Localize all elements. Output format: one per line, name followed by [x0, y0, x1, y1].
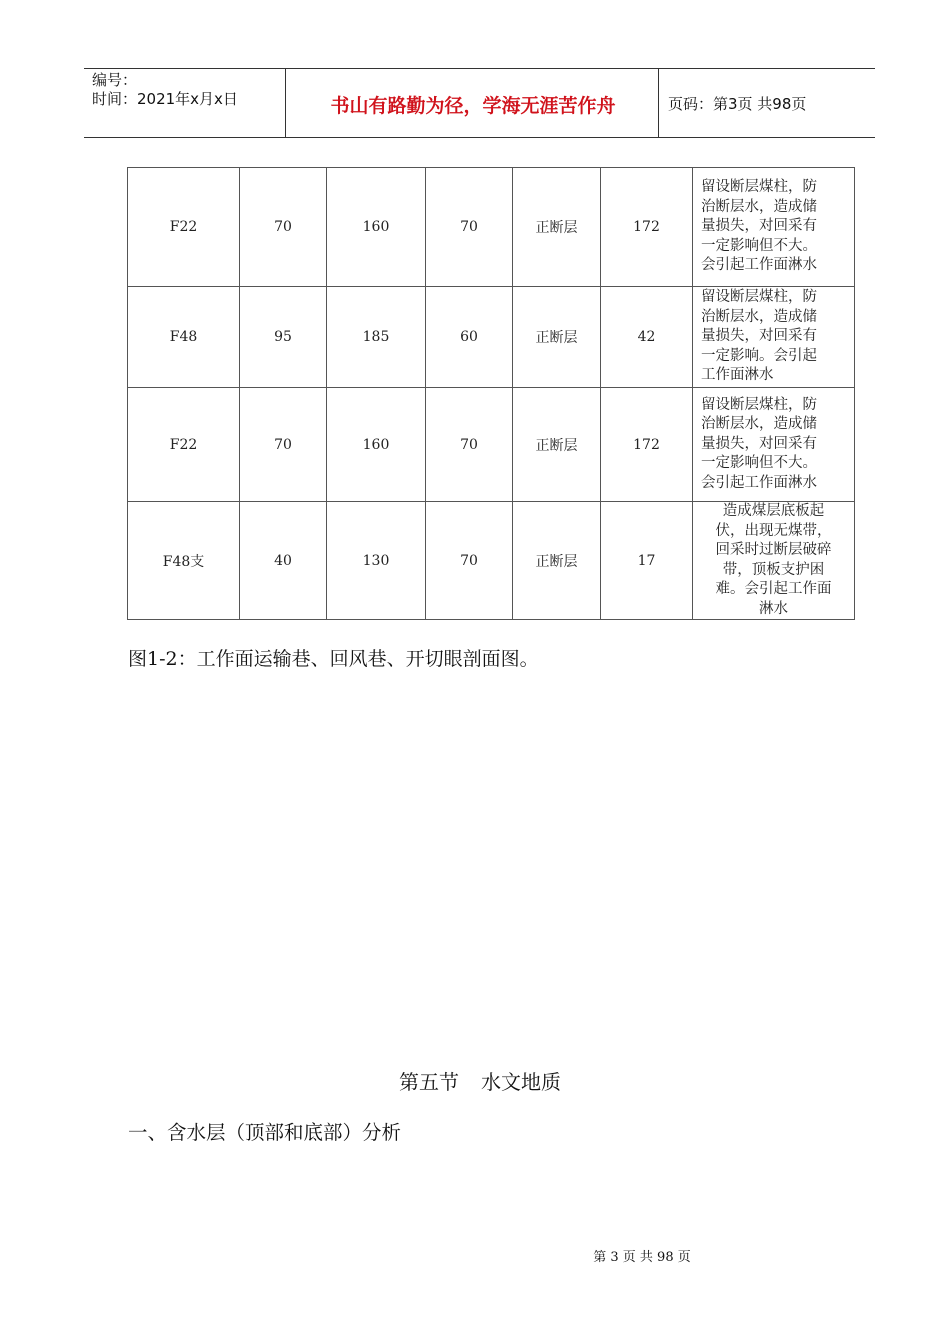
value-cell: 160 [327, 388, 426, 502]
note-line: 带，顶板支护困 [722, 561, 825, 578]
table-row [128, 287, 855, 388]
fault-table [127, 167, 855, 620]
value-cell: 70 [240, 388, 327, 502]
note-line: 量损失，对回采有 [701, 435, 817, 452]
table-row [128, 502, 855, 620]
fault-type-cell: 正断层 [513, 168, 601, 287]
note-line: 留设断层煤柱，防 [701, 289, 817, 306]
value-cell: 70 [426, 168, 513, 287]
header-page-label: 页码：第3页 共98页 [668, 95, 807, 113]
fault-type-cell: 正断层 [513, 388, 601, 502]
value-cell: 70 [426, 388, 513, 502]
fault-name-cell: F48支 [128, 502, 240, 620]
impact-note-cell [693, 502, 855, 620]
note-line: 造成煤层底板起 [722, 503, 825, 519]
header-meta [92, 71, 238, 109]
fault-type-cell: 正断层 [513, 287, 601, 388]
note-line: 留设断层煤柱，防 [701, 396, 817, 413]
note-line: 治断层水，造成储 [701, 198, 817, 215]
note-line: 工作面淋水 [701, 367, 774, 384]
note-line: 留设断层煤柱，防 [701, 179, 817, 196]
value-cell: 17 [601, 502, 693, 620]
value-cell: 70 [426, 502, 513, 620]
note-line: 治断层水，造成储 [701, 416, 817, 433]
note-line: 一定影响。会引起 [701, 347, 817, 364]
section-name: 水文地质 [481, 1070, 561, 1094]
section-title [0, 1066, 950, 1095]
note-line: 量损失，对回采有 [701, 218, 817, 235]
value-cell: 130 [327, 502, 426, 620]
note-line: 会引起工作面淋水 [701, 257, 817, 274]
fault-name-cell: F22 [128, 168, 240, 287]
value-cell: 172 [601, 168, 693, 287]
note-line: 一定影响但不大。 [701, 237, 817, 254]
fault-name-cell: F22 [128, 388, 240, 502]
note-line: 伏，出现无煤带， [715, 522, 832, 539]
value-cell: 160 [327, 168, 426, 287]
value-cell: 172 [601, 388, 693, 502]
header-motto: 书山有路勤为径，学海无涯苦作舟 [330, 95, 616, 117]
section-number: 第五节 [399, 1070, 459, 1094]
note-line: 一定影响但不大。 [701, 455, 817, 472]
page-footer: 第 3 页 共 98 页 [593, 1250, 691, 1265]
value-cell: 185 [327, 287, 426, 388]
table-row [128, 388, 855, 502]
value-cell: 70 [240, 168, 327, 287]
figure-caption: 图1-2：工作面运输巷、回风巷、开切眼剖面图。 [128, 648, 539, 670]
note-line: 治断层水，造成储 [701, 308, 817, 325]
table-row [128, 168, 855, 287]
impact-note-cell [693, 287, 855, 388]
value-cell: 60 [426, 287, 513, 388]
impact-note-cell [693, 388, 855, 502]
note-line: 会引起工作面淋水 [701, 474, 817, 491]
value-cell: 95 [240, 287, 327, 388]
note-line: 难。会引起工作面 [715, 581, 832, 597]
document-header [84, 68, 875, 138]
value-cell: 40 [240, 502, 327, 620]
doc-number-label: 编号： [92, 71, 138, 89]
subheading: 一、含水层（顶部和底部）分析 [128, 1121, 402, 1144]
value-cell: 42 [601, 287, 693, 388]
note-line: 淋水 [759, 600, 788, 617]
note-line: 量损失，对回采有 [701, 328, 817, 345]
fault-name-cell: F48 [128, 287, 240, 388]
note-line: 回采时过断层破碎 [715, 542, 832, 558]
fault-type-cell: 正断层 [513, 502, 601, 620]
doc-time-label: 时间：2021年x月x日 [92, 90, 238, 108]
impact-note-cell [693, 168, 855, 287]
